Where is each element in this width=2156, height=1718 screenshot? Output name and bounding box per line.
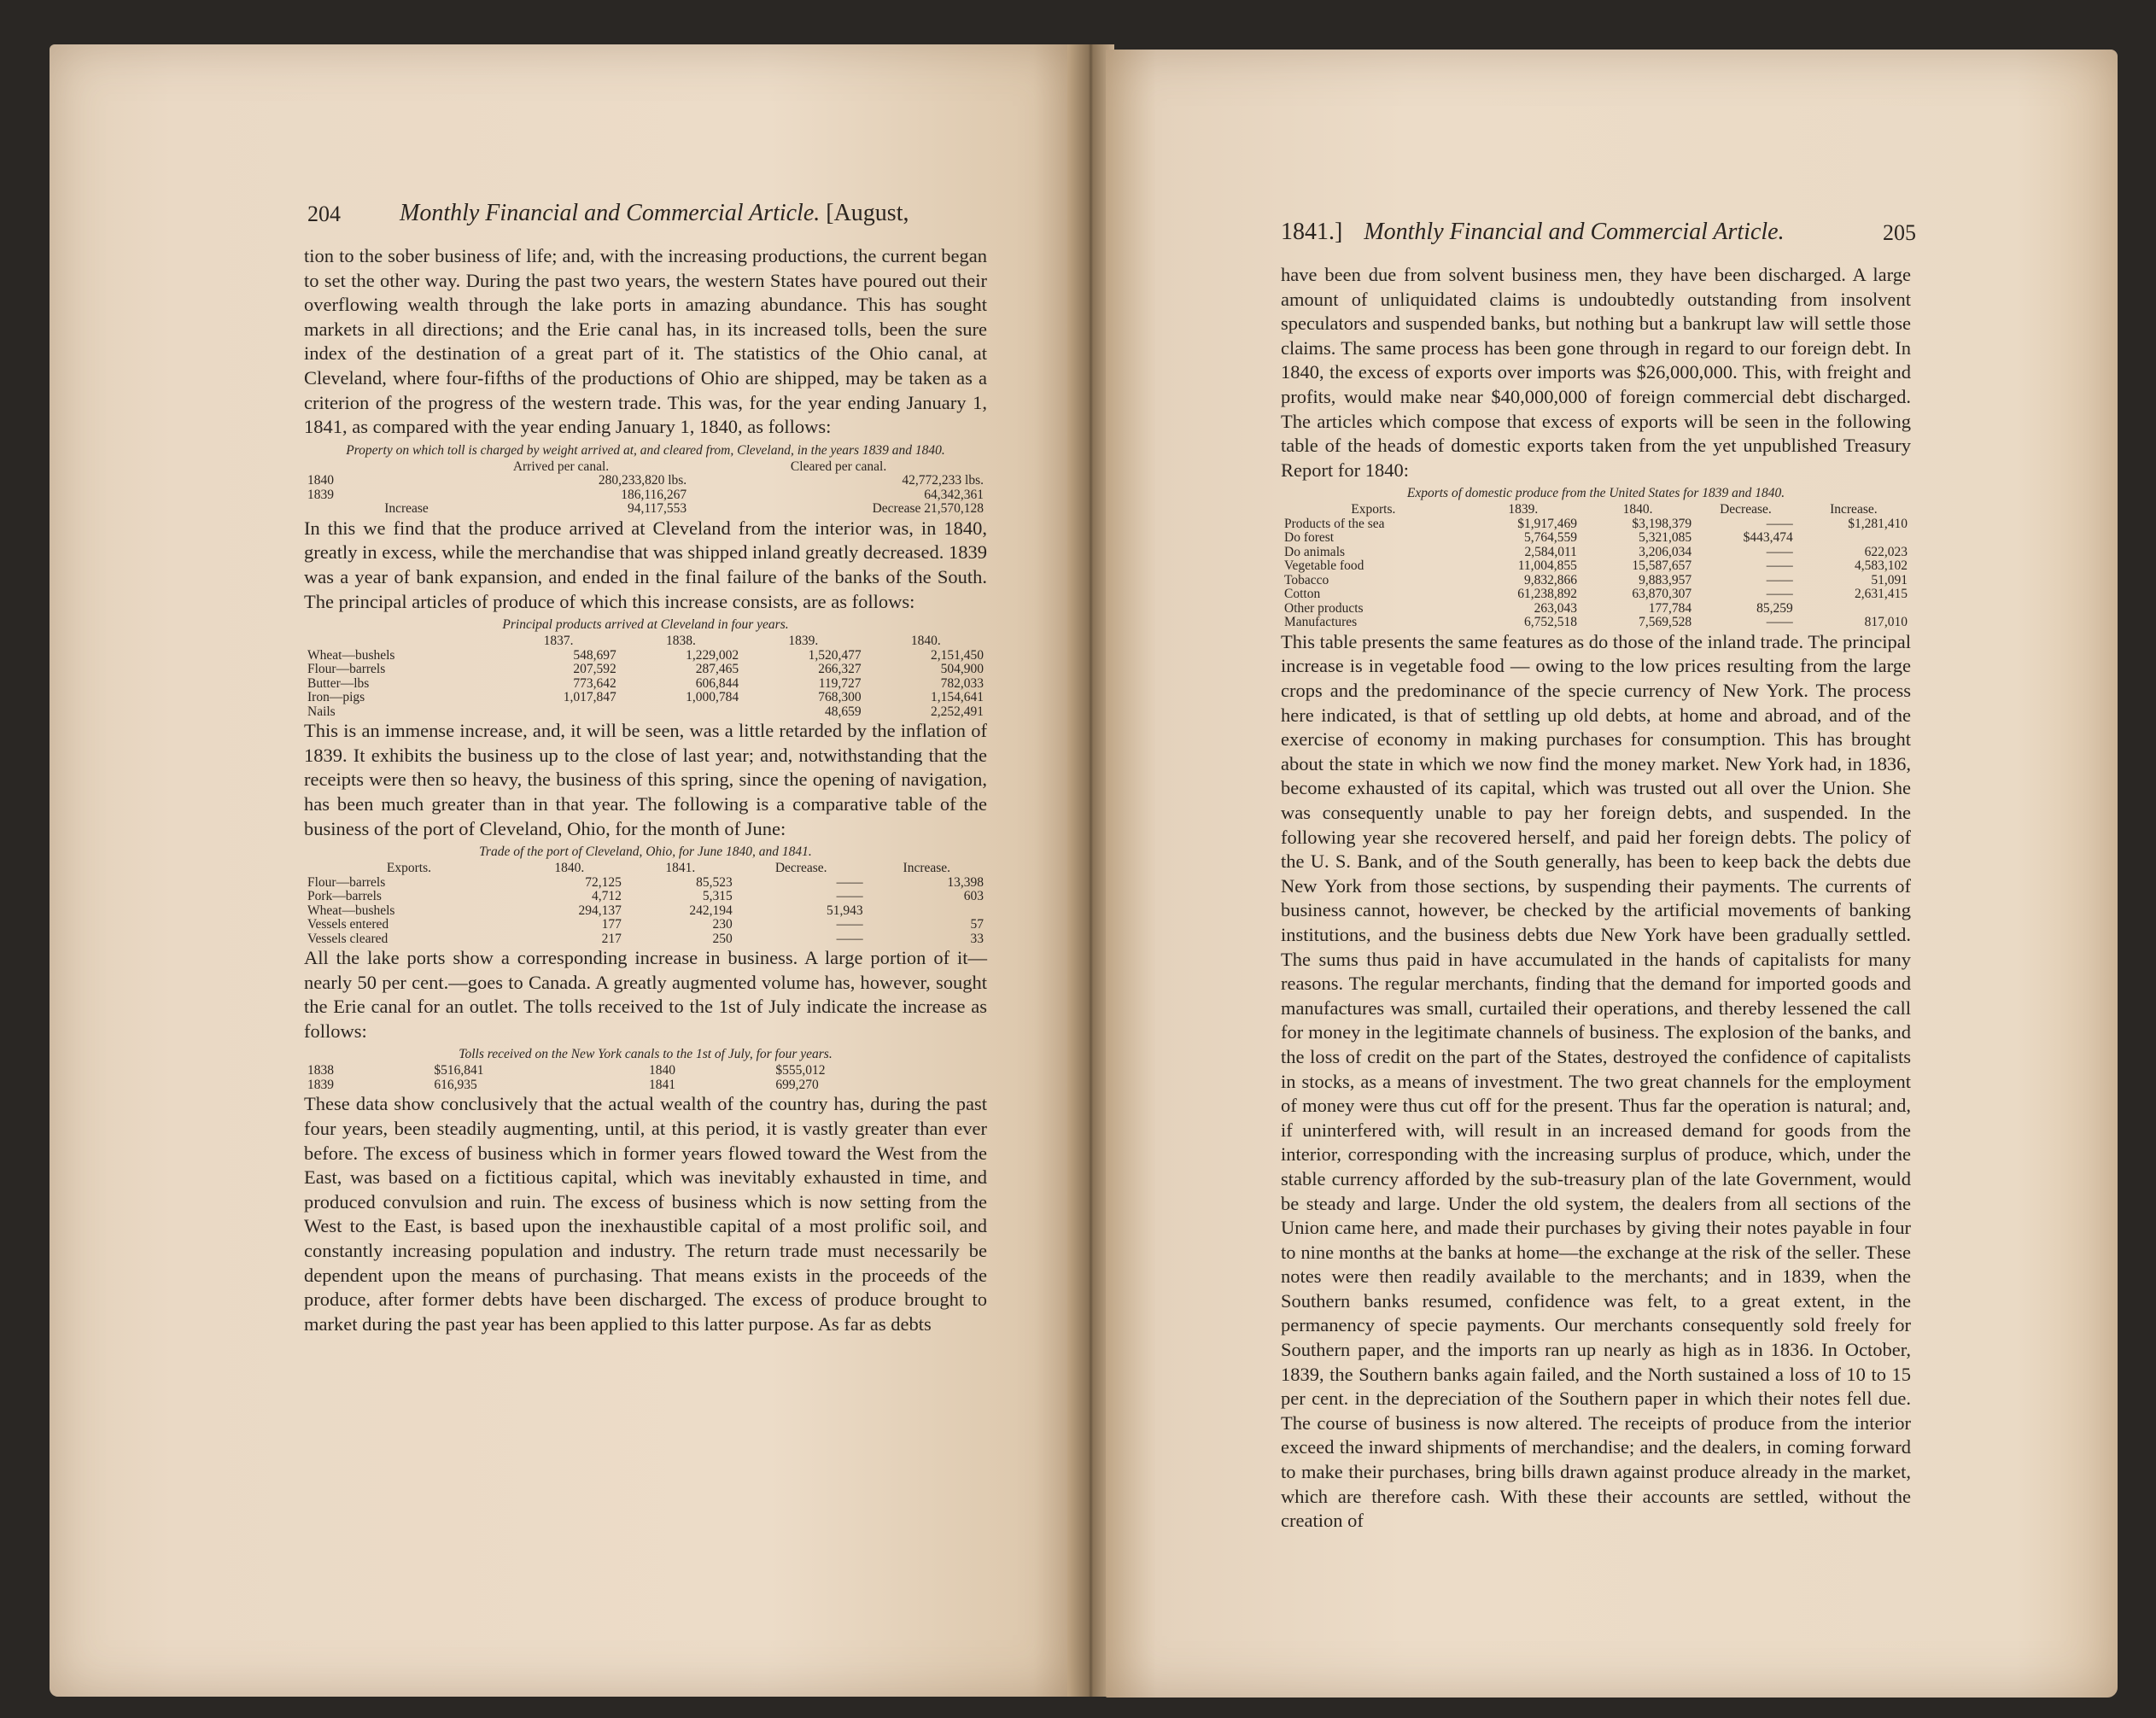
table-cell: Vessels entered	[307, 917, 389, 932]
table-cell: 177	[601, 917, 622, 932]
table-cell: 3,206,034	[1639, 544, 1692, 559]
table-cell: ——	[836, 931, 863, 946]
table-header-row	[304, 862, 987, 876]
table-cell	[620, 705, 742, 720]
table-cell: 5,321,085	[1639, 530, 1692, 546]
tolls-table	[304, 1064, 987, 1092]
table-cell: 294,137	[578, 903, 622, 918]
paragraph: In this we find that the produce arrived at Cleveland from the interior was, in 1840, greatly in excess, while the merchandise that was shipped inland greatly decreased. 1839 was a year of bank expansion, and ended in the final failure of the banks of the South. The principal articles of produce of which this increase consists, are as follows:	[304, 517, 987, 612]
table-cell: 699,270	[775, 1077, 819, 1092]
right-column	[1281, 263, 1911, 1534]
table-header-row	[1281, 503, 1911, 517]
table-cell: 85,259	[1756, 600, 1793, 616]
page-number: 204	[307, 202, 341, 226]
table-cell: 33	[970, 931, 984, 946]
table-cell: 57	[970, 917, 984, 932]
column-header: 1839.	[788, 634, 819, 649]
table-row	[1281, 531, 1911, 546]
column-header: Decrease.	[1720, 502, 1772, 517]
table-cell: 21,570,128	[924, 501, 984, 517]
column-header: 1840.	[1622, 502, 1653, 517]
table-cell: 48,659	[824, 704, 862, 719]
table-cell: 773,642	[573, 675, 616, 691]
running-title: Monthly Financial and Commercial Article.	[400, 200, 821, 226]
table-cell: Flour—barrels	[307, 874, 386, 890]
paragraph: This is an immense increase, and, it will be seen, was a little retarded by the inflation of 1839. It exhibits the business up to the close of last year; and, notwithstanding that the receipts were then so heavy, the business of this spring, since the opening of navigation, has been much greater than in that year. The following is a comparative table of the business of the port of Cleveland, Ohio, for the month of June:	[304, 720, 987, 839]
table-cell: 616,935	[434, 1077, 477, 1092]
table-row	[1281, 546, 1911, 560]
table-row	[1281, 587, 1911, 602]
table-row	[304, 677, 987, 692]
column-header: Increase.	[1830, 502, 1878, 517]
table-cell: Wheat—bushels	[307, 647, 395, 663]
table-row	[304, 663, 987, 677]
table-cell: ——	[1766, 572, 1793, 587]
table-cell	[497, 705, 619, 720]
table-cell: 6,752,518	[1523, 615, 1577, 630]
table-cell: 94,117,553	[627, 501, 687, 517]
table-cell: Manufactures	[1284, 615, 1358, 630]
column-header: Increase.	[903, 861, 951, 876]
table-caption: Exports of domestic produce from the United States for 1839 and 1840.	[1406, 486, 1785, 501]
table-cell: ——	[836, 917, 863, 932]
table-cell: 817,010	[1864, 615, 1908, 630]
table-cell: 1,000,784	[686, 690, 739, 705]
exports-table	[1281, 503, 1911, 630]
column-header: Exports.	[1351, 502, 1396, 517]
table-cell: 782,033	[940, 675, 984, 691]
table-cell: Increase	[384, 501, 429, 517]
table-cell: 1840	[307, 473, 334, 488]
table-cell	[1797, 602, 1911, 616]
table-cell: 1,520,477	[808, 647, 862, 663]
table-cell: Do animals	[1284, 544, 1346, 559]
table-cell: 64,342,361	[924, 487, 984, 502]
table-cell: Iron—pigs	[307, 690, 365, 705]
table-cell: 13,398	[947, 874, 984, 890]
column-header: Cleared per canal.	[790, 459, 887, 474]
table-cell: $1,917,469	[1517, 516, 1577, 531]
table-cell: 7,569,528	[1639, 615, 1692, 630]
table-cell: 5,764,559	[1523, 530, 1577, 546]
table-cell: 280,233,820 lbs.	[598, 473, 687, 488]
table-cell: Products of the sea	[1284, 516, 1385, 531]
port-trade-table	[304, 862, 987, 946]
table-cell: 42,772,233 lbs.	[902, 473, 984, 488]
right-page	[1106, 50, 2118, 1698]
table-cell: 61,238,892	[1517, 587, 1577, 602]
table-cell: 603	[963, 889, 984, 904]
table-cell: 1,154,641	[931, 690, 984, 705]
table-cell: Do forest	[1284, 530, 1335, 546]
table-cell: $3,198,379	[1632, 516, 1692, 531]
running-date: [August,	[826, 200, 909, 226]
table-cell: 230	[712, 917, 733, 932]
table-row	[304, 649, 987, 663]
table-cell	[867, 904, 987, 919]
table-row	[1281, 616, 1911, 630]
table-cell: 1841	[648, 1077, 675, 1092]
table-cell: Other products	[1284, 600, 1364, 616]
left-column	[304, 244, 987, 1336]
column-header: Decrease.	[774, 861, 827, 876]
table-cell: Wheat—bushels	[307, 903, 395, 918]
table-cell: 1,229,002	[686, 647, 739, 663]
table-cell: 63,870,307	[1632, 587, 1692, 602]
table-caption: Principal products arrived at Cleveland in four years.	[502, 617, 789, 633]
table-cell: 4,583,102	[1855, 558, 1908, 574]
table-cell: 287,465	[695, 662, 739, 677]
paragraph: have been due from solvent business men, they have been discharged. A large amount of unliquidated claims is undoubtedly outstanding from insolvent speculators and suspended banks, but nothing but a bankrupt law will settle those claims. The same process has been gone through in regard to our foreign debt. In 1840, the excess of exports over imports was $26,000,000. This, with freight and profits, would make near $40,000,000 of foreign commercial debt discharged. The articles which compose that excess of exports will be seen in the following table of the heads of domestic exports taken from the yet unpublished Treasury Report for 1840:	[1281, 264, 1911, 481]
running-head	[400, 200, 909, 227]
table-cell: Vegetable food	[1284, 558, 1364, 574]
column-header: Exports.	[386, 861, 431, 876]
paragraph: These data show conclusively that the actual wealth of the country has, during the past four years, been steadily augmenting, until, at this period, it is vastly greater than ever before. The excess of business which in former years flowed toward the West from the East, was based on a fictitious capital, which was inevitably exhausted in time, and produced convulsion and ruin. The excess of business which is now setting from the West to the East, is based upon the inexhaustible capital of a most prolific soil, and constantly increasing population and industry. The return trade must necessarily be dependent upon the means of purchasing. That means exists in the proceeds of the produce, after former debts have been discharged. The excess of produce brought to market during the past year has been applied to this latter purpose. As far as debts	[304, 1093, 987, 1335]
table-cell: 622,023	[1864, 544, 1908, 559]
table-cell: 11,004,855	[1517, 558, 1577, 574]
column-header: 1840.	[554, 861, 585, 876]
column-header: 1837.	[543, 634, 574, 649]
table-cell: 51,091	[1871, 572, 1908, 587]
paragraph: tion to the sober business of life; and, with the increasing productions, the current began to set the other way. During the past two years, the western States have poured out their overflowing wealth through the lake ports in amazing abundance. This has sought markets in all directions; and the Erie canal has, in its increased tolls, been the sure index of the destination of a great part of it. The statistics of the Ohio canal, at Cleveland, where four-fifths of the productions of Ohio are shipped, may be taken as a criterion of the progress of the western trade. This was, for the year ending January 1, 1841, as compared with the year ending January 1, 1840, as follows:	[304, 245, 987, 438]
table-cell: 85,523	[696, 874, 733, 890]
table-cell: Decrease	[872, 501, 921, 517]
table-cell: 1840	[648, 1063, 675, 1078]
page-number: 205	[1883, 220, 1916, 245]
canal-table	[304, 460, 987, 517]
table-cell: 2,631,415	[1855, 587, 1908, 602]
table-caption: Property on which toll is charged by weight arrived at, and cleared from, Cleveland, in the years 1839 and 1840.	[346, 442, 945, 458]
table-row	[304, 890, 987, 904]
table-cell: 15,587,657	[1632, 558, 1692, 574]
table-cell: 9,832,866	[1523, 572, 1577, 587]
table-cell: 51,943	[826, 903, 863, 918]
table-cell: 242,194	[689, 903, 733, 918]
table-row	[1281, 559, 1911, 574]
table-row	[304, 474, 987, 488]
table-row	[304, 876, 987, 891]
table-cell: ——	[1766, 516, 1793, 531]
table-row	[304, 904, 987, 919]
running-title: Monthly Financial and Commercial Article.	[1364, 219, 1785, 245]
table-cell: 2,151,450	[931, 647, 984, 663]
table-cell: 263,043	[1534, 600, 1577, 616]
table-cell: 2,584,011	[1524, 544, 1577, 559]
left-page	[50, 44, 1074, 1697]
table-cell: 119,727	[818, 675, 862, 691]
table-cell: 2,252,491	[931, 704, 984, 719]
table-cell: 186,116,267	[621, 487, 687, 502]
table-cell: Nails	[307, 704, 336, 719]
table-cell: Cotton	[1284, 587, 1321, 602]
column-header: 1841.	[665, 861, 696, 876]
table-cell: 217	[601, 931, 622, 946]
table-cell: 1839	[307, 487, 334, 502]
paragraph: All the lake ports show a corresponding increase in business. A large portion of it—nearly 50 per cent.—goes to Canada. A greatly augmented volume has, however, sought the Erie canal for an outlet. The tolls received to the 1st of July indicate the increase as follows:	[304, 947, 987, 1042]
table-cell: ——	[836, 889, 863, 904]
table-row	[304, 932, 987, 947]
table-cell: ——	[1766, 615, 1793, 630]
running-date: 1841.]	[1281, 219, 1343, 245]
table-cell: 5,315	[702, 889, 733, 904]
table-cell: ——	[1766, 544, 1793, 559]
running-head	[1281, 219, 1785, 246]
table-header-row	[304, 634, 987, 649]
table-cell: $1,281,410	[1848, 516, 1908, 531]
table-row	[1281, 574, 1911, 588]
table-row	[304, 918, 987, 932]
table-cell: Flour—barrels	[307, 662, 386, 677]
table-cell: 606,844	[695, 675, 739, 691]
table-cell: Pork—barrels	[307, 889, 382, 904]
table-cell: 266,327	[818, 662, 862, 677]
table-row	[304, 691, 987, 705]
table-cell: $555,012	[775, 1063, 826, 1078]
table-cell: ——	[836, 874, 863, 890]
table-cell: $516,841	[434, 1063, 484, 1078]
table-cell: 250	[712, 931, 733, 946]
table-cell	[1797, 531, 1911, 546]
table-cell: ——	[1766, 587, 1793, 602]
column-header: 1838.	[665, 634, 696, 649]
table-row	[304, 1064, 987, 1078]
table-cell: Tobacco	[1284, 572, 1329, 587]
table-cell: 9,883,957	[1639, 572, 1692, 587]
table-row	[304, 1078, 987, 1093]
table-cell: 1,017,847	[563, 690, 616, 705]
table-row	[304, 502, 987, 517]
column-header: Arrived per canal.	[512, 459, 610, 474]
paragraph: This table presents the same features as do those of the inland trade. The principal increase is in vegetable food — owing to the low prices resulting from the large crops and the predominance of the specie currency of New York. The process here indicated, is that of settling up old debts, at home and abroad, and of the exercise of economy in making purchases for consumption. This has brought about the state in which we now find the money market. New York had, in 1836, become exhausted of its capital, which was trusted out all over the Union. She was consequently unable to pay her foreign debts, and suspended. In the following year she recovered herself, and paid her foreign debts. The policy of the U. S. Bank, and of the South generally, has been to keep back the debts due New York from those sections, by suspending their payments. The currents of business cannot, however, be checked by the artificial movements of banking institutions, and the business debts due New York have been gradually settled. The sums thus paid in have accumulated in the hands of capitalists for many reasons. The regular merchants, finding that the demand for imported goods and manufactures was small, curtailed their operations, and thereby lessened the call for money in the legitimate channels of business. The explosion of the banks, and the loss of credit on the part of the States, destroyed the confidence of capitalists in stocks, as a means of investment. The two great channels for the employment of money were thus cut off for the present. Thus far the operation is natural; and, if uninterfered with, will result in an increased demand for goods from the interior, corresponding with the increasing surplus of produce, which, under the stable currency afforded by the sub-treasury plan of the late Government, would be steady and large. Under the old system, the dealers from all sections of the Union came here, and made their purchases by giving their notes payable in four to nine months at the banks at home—the exchange at the risk of the seller. These notes were then readily available to the merchants; and in 1839, when the Southern banks resumed, confidence was felt, to a great extent, in the permanency of specie payments. Our merchants consequently sold freely for Southern paper, and the imports ran up nearly as high as in 1836. In October, 1839, the Southern banks again failed, and the North sustained a loss of 10 to 15 per cent. in the depreciation of the Southern paper in which their notes fell due. The course of business is now altered. The receipts of produce from the interior exceed the inward shipments of merchandise; and the dealers, in coming forward to make their purchases, bring bills drawn against produce already in the market, which are therefore cash. With these their accounts are settled, without the creation of	[1281, 630, 1911, 1532]
table-cell: Vessels cleared	[307, 931, 389, 946]
table-cell: 768,300	[818, 690, 862, 705]
table-cell: ——	[1766, 558, 1793, 574]
table-cell: 207,592	[573, 662, 616, 677]
table-cell: 504,900	[940, 662, 984, 677]
table-cell: 72,125	[585, 874, 622, 890]
column-header: 1839.	[1508, 502, 1539, 517]
table-cell: 1839	[307, 1077, 334, 1092]
table-row	[304, 488, 987, 503]
table-cell: 1838	[307, 1063, 334, 1078]
table-cell: $443,474	[1743, 530, 1793, 546]
table-row	[304, 705, 987, 720]
table-caption: Tolls received on the New York canals to the 1st of July, for four years.	[459, 1047, 833, 1062]
table-cell: 177,784	[1648, 600, 1692, 616]
column-header	[304, 634, 497, 649]
table-cell: 4,712	[591, 889, 622, 904]
table-row	[1281, 602, 1911, 616]
table-row	[1281, 517, 1911, 532]
table-cell: Butter—lbs	[307, 675, 370, 691]
table-cell: 548,697	[573, 647, 616, 663]
products-table	[304, 634, 987, 719]
table-caption: Trade of the port of Cleveland, Ohio, for June 1840, and 1841.	[479, 844, 812, 860]
column-header: 1840.	[910, 634, 941, 649]
